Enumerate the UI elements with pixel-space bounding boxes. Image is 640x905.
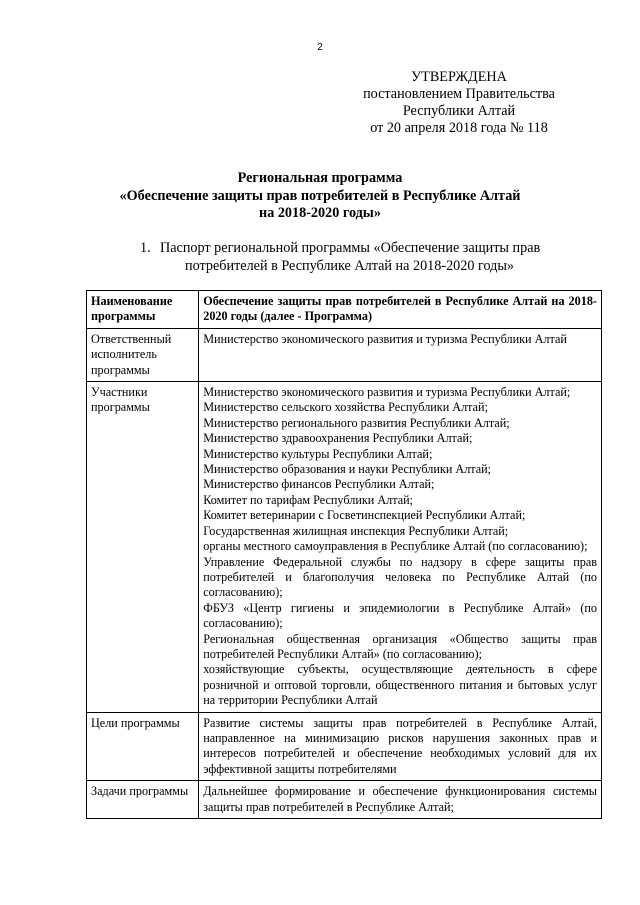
section-heading-line: потребителей в Республике Алтай на 2018-2020 годы» bbox=[185, 258, 514, 274]
row-label: Цели программы bbox=[87, 712, 199, 781]
approval-date: от 20 апреля 2018 года № 118 bbox=[370, 120, 548, 136]
list-item: Комитет по тарифам Республики Алтай; bbox=[203, 492, 414, 507]
section-heading bbox=[140, 239, 600, 275]
list-item: ФБУЗ «Центр гигиены и эпидемиологии в Республике Алтай» (по согласованию); bbox=[203, 600, 597, 631]
row-label: Участники программы bbox=[87, 382, 199, 713]
table-row bbox=[87, 781, 602, 819]
table-row bbox=[87, 712, 602, 781]
passport-table bbox=[86, 290, 602, 819]
table-row bbox=[87, 291, 602, 329]
list-item: Министерство финансов Республики Алтай; bbox=[203, 477, 435, 492]
row-label: Задачи программы bbox=[87, 781, 199, 819]
list-item: Министерство регионального развития Республики Алтай; bbox=[203, 415, 510, 430]
approval-line: постановлением Правительства bbox=[363, 86, 555, 102]
list-item: Региональная общественная организация «Общество защиты прав потребителей Республики Алтай» (по согласованию); bbox=[203, 631, 597, 661]
page-number: 2 bbox=[317, 42, 323, 53]
list-item: Комитет ветеринарии с Госветинспекцией Республики Алтай; bbox=[203, 508, 526, 523]
row-value: Министерство экономического развития и туризма Республики Алтай bbox=[199, 328, 602, 381]
list-item: Министерство экономического развития и туризма Республики Алтай; bbox=[203, 385, 571, 400]
program-title-line: «Обеспечение защиты прав потребителей в Республике Алтай bbox=[119, 187, 521, 204]
list-item: органы местного самоуправления в Республике Алтай (по согласованию); bbox=[203, 539, 588, 554]
list-item: хозяйствующие субъекты, осуществляющие деятельность в сфере розничной и оптовой торговли, общественного питания и бытовых услуг на территории Республики Алтай bbox=[203, 662, 597, 708]
list-item: Министерство культуры Республики Алтай; bbox=[203, 446, 433, 461]
approval-line: Республики Алтай bbox=[402, 103, 516, 119]
program-title-line: Региональная программа bbox=[237, 170, 403, 186]
section-number: 1. bbox=[140, 240, 151, 256]
list-item: Министерство сельского хозяйства Республики Алтай; bbox=[203, 400, 488, 415]
program-title bbox=[80, 170, 560, 223]
participants-list bbox=[199, 382, 602, 713]
program-title-line: на 2018-2020 годы» bbox=[259, 205, 381, 221]
approval-title: УТВЕРЖДЕНА bbox=[411, 69, 507, 85]
list-item: Министерство образования и науки Республики Алтай; bbox=[203, 462, 492, 477]
approval-stamp bbox=[345, 69, 573, 137]
table-row bbox=[87, 382, 602, 713]
list-item: Государственная жилищная инспекция Республики Алтай; bbox=[203, 523, 509, 538]
row-value: Дальнейшее формирование и обеспечение функционирования системы защиты прав потребителей в Республике Алтай; bbox=[199, 781, 602, 819]
section-heading-line: Паспорт региональной программы «Обеспечение защиты прав bbox=[160, 240, 541, 256]
row-value: Обеспечение защиты прав потребителей в Республике Алтай на 2018-2020 годы (далее - Программа) bbox=[199, 291, 602, 329]
row-value: Развитие системы защиты прав потребителей в Республике Алтай, направленное на минимизацию рисков нарушения законных прав и интересов потребителей и обеспечение необходимых условий для их эффективной защиты потребителями bbox=[199, 712, 602, 781]
row-label: Наименование программы bbox=[87, 291, 199, 329]
list-item: Министерство здравоохранения Республики Алтай; bbox=[203, 431, 473, 446]
row-label: Ответственный исполнитель программы bbox=[87, 328, 199, 381]
table-row bbox=[87, 328, 602, 381]
list-item: Управление Федеральной службы по надзору в сфере защиты прав потребителей и благополучия человека по Республике Алтай (по согласованию); bbox=[203, 554, 597, 600]
